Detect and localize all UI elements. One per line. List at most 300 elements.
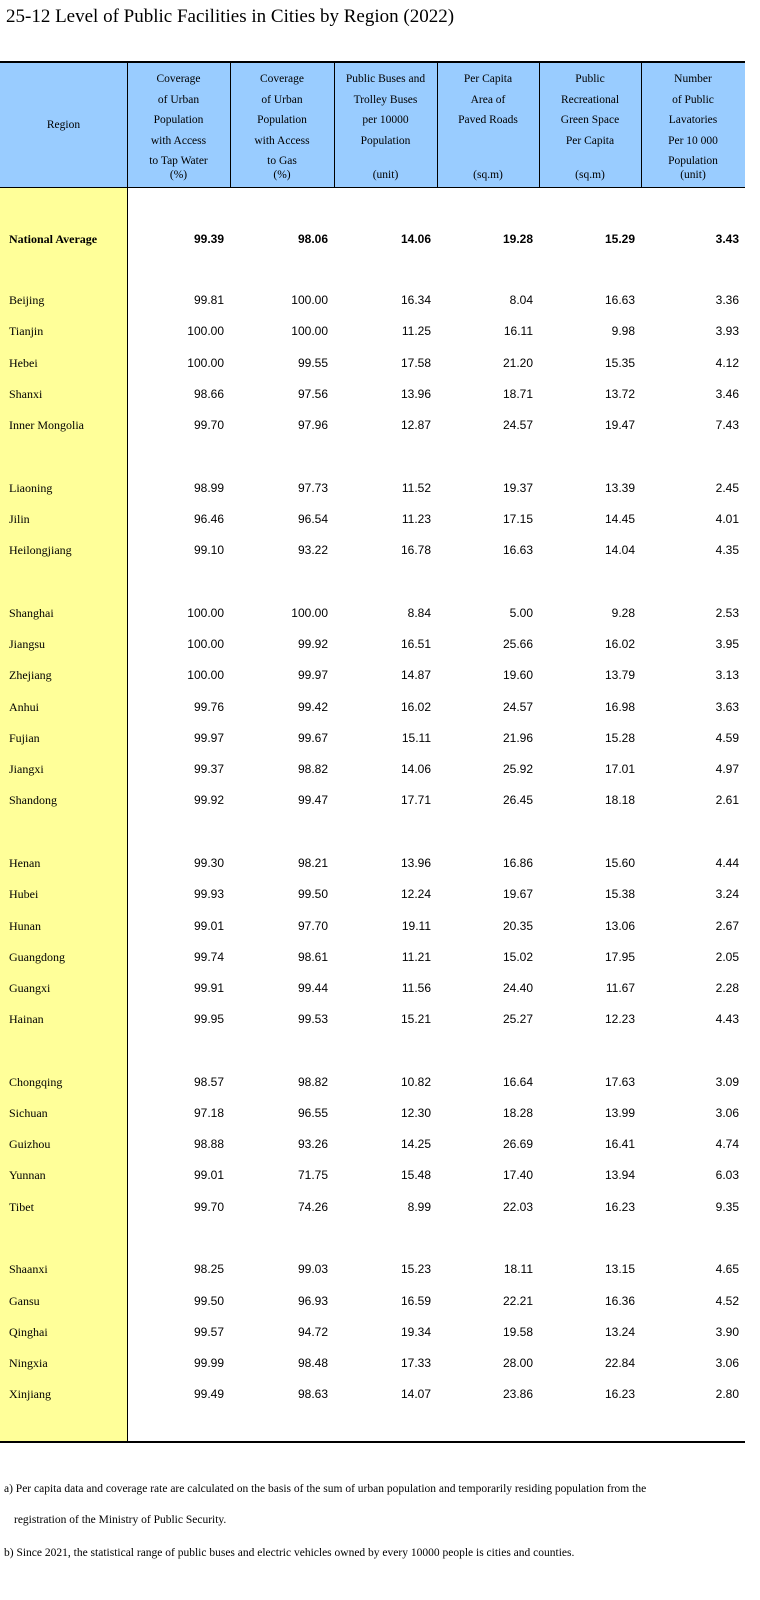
table-row [0, 1259, 745, 1279]
cell-value: 99.49 [193, 1387, 224, 1401]
cell-value: 96.93 [297, 1294, 328, 1308]
cell-value: 97.70 [297, 919, 328, 933]
cell-value: 7.43 [715, 418, 739, 432]
table-row [0, 1197, 745, 1217]
cell-value: 99.97 [297, 668, 328, 682]
cell-value: 16.02 [400, 700, 431, 714]
cell-value: 3.06 [715, 1356, 739, 1370]
cell-value: 14.25 [400, 1137, 431, 1151]
cell-value: 17.71 [400, 793, 431, 807]
cell-value: 98.06 [297, 232, 328, 246]
cell-value: 17.95 [604, 950, 635, 964]
cell-value: 16.63 [604, 293, 635, 307]
cell-value: 2.28 [715, 981, 739, 995]
header-col-1 [127, 63, 230, 187]
cell-value: 13.96 [400, 856, 431, 870]
header-col-4 [437, 63, 539, 187]
cell-value: 16.78 [400, 543, 431, 557]
region-name: Jiangsu [9, 637, 45, 651]
cell-value: 2.80 [715, 1387, 739, 1401]
cell-value: 100.00 [187, 324, 224, 338]
cell-value: 97.18 [193, 1106, 224, 1120]
cell-value: 96.55 [297, 1106, 328, 1120]
region-name: Fujian [9, 731, 40, 745]
header-line: of Urban [157, 93, 200, 106]
cell-value: 15.02 [502, 950, 533, 964]
cell-value: 74.26 [297, 1200, 328, 1214]
cell-value: 99.37 [193, 762, 224, 776]
table-row [0, 665, 745, 685]
header-line: Number [674, 73, 712, 85]
cell-value: 99.39 [193, 232, 224, 246]
cell-value: 14.45 [604, 512, 635, 526]
header-line: to Tap Water [149, 155, 208, 167]
cell-value: 99.01 [193, 1168, 224, 1182]
cell-value: 99.93 [193, 887, 224, 901]
cell-value: 13.94 [604, 1168, 635, 1182]
cell-value: 3.09 [715, 1075, 739, 1089]
table-row [0, 509, 745, 529]
cell-value: 100.00 [291, 293, 328, 307]
cell-value: 4.35 [715, 543, 739, 557]
header-line: with Access [150, 134, 207, 147]
cell-value: 8.84 [407, 606, 431, 620]
cell-value: 8.99 [407, 1200, 431, 1214]
cell-value: 13.72 [604, 387, 635, 401]
header-line: Population [668, 155, 718, 167]
header-unit: (%) [169, 168, 188, 181]
cell-value: 99.53 [297, 1012, 328, 1026]
cell-value: 3.36 [715, 293, 739, 307]
header-line: Recreational [560, 93, 620, 106]
table-row [0, 759, 745, 779]
cell-value: 24.40 [502, 981, 533, 995]
header-unit: (unit) [680, 168, 706, 181]
header-line: Paved Roads [458, 114, 518, 126]
note-b: b) Since 2021, the statistical range of public buses and electric vehicles owned by every 10000 people is cities and counties. [4, 1547, 575, 1559]
cell-value: 16.34 [400, 293, 431, 307]
table-row [0, 853, 745, 873]
cell-value: 14.06 [400, 762, 431, 776]
cell-value: 4.65 [715, 1262, 739, 1276]
cell-value: 100.00 [291, 606, 328, 620]
table-row [0, 728, 745, 748]
cell-value: 96.54 [297, 512, 328, 526]
cell-value: 13.15 [604, 1262, 635, 1276]
region-name: Gansu [9, 1294, 40, 1308]
table-row [0, 1072, 745, 1092]
cell-value: 19.37 [502, 481, 533, 495]
cell-value: 10.82 [400, 1075, 431, 1089]
table-row [0, 1134, 745, 1154]
region-column-band [0, 188, 127, 1441]
column-divider [334, 63, 335, 187]
cell-value: 2.05 [715, 950, 739, 964]
cell-value: 100.00 [187, 668, 224, 682]
table-row [0, 1103, 745, 1123]
cell-value: 3.13 [715, 668, 739, 682]
cell-value: 99.55 [297, 356, 328, 370]
cell-value: 4.59 [715, 731, 739, 745]
cell-value: 11.52 [401, 481, 431, 495]
cell-value: 98.82 [297, 1075, 328, 1089]
cell-value: 13.79 [604, 668, 635, 682]
cell-value: 17.15 [502, 512, 533, 526]
header-unit: (sq.m) [575, 168, 605, 181]
region-name: Qinghai [9, 1325, 48, 1339]
cell-value: 13.06 [604, 919, 635, 933]
cell-value: 4.12 [715, 356, 739, 370]
cell-value: 2.45 [715, 481, 739, 495]
cell-value: 22.21 [502, 1294, 533, 1308]
region-name: Shandong [9, 793, 57, 807]
header-line: Coverage [259, 73, 305, 85]
cell-value: 16.64 [502, 1075, 533, 1089]
region-name: Tibet [9, 1200, 34, 1214]
cell-value: 15.38 [604, 887, 635, 901]
cell-value: 11.23 [401, 512, 431, 526]
cell-value: 99.70 [193, 418, 224, 432]
region-name: National Average [9, 232, 98, 246]
cell-value: 18.71 [502, 387, 533, 401]
cell-value: 19.47 [604, 418, 635, 432]
header-line: Coverage [156, 73, 201, 85]
cell-value: 22.03 [502, 1200, 533, 1214]
cell-value: 12.24 [400, 887, 431, 901]
cell-value: 18.18 [604, 793, 635, 807]
header-line: of Public [672, 93, 714, 106]
cell-value: 99.76 [193, 700, 224, 714]
region-name: Yunnan [9, 1168, 46, 1182]
region-name: Anhui [9, 700, 39, 714]
cell-value: 3.93 [715, 324, 739, 338]
cell-value: 11.56 [401, 981, 431, 995]
cell-value: 16.02 [604, 637, 635, 651]
cell-value: 26.45 [502, 793, 533, 807]
cell-value: 2.53 [715, 606, 739, 620]
table-row [0, 790, 745, 810]
region-name: Guizhou [9, 1137, 51, 1151]
region-name: Hainan [9, 1012, 44, 1026]
table-row [0, 1322, 745, 1342]
cell-value: 99.74 [193, 950, 224, 964]
column-divider [127, 63, 128, 1441]
table-row [0, 229, 745, 249]
cell-value: 16.59 [400, 1294, 431, 1308]
cell-value: 20.35 [502, 919, 533, 933]
table-row [0, 978, 745, 998]
region-name: Tianjin [9, 324, 44, 338]
region-name: Hubei [9, 887, 39, 901]
cell-value: 16.23 [604, 1387, 635, 1401]
table-row [0, 1384, 745, 1404]
header-line: of Urban [261, 93, 303, 106]
cell-value: 4.01 [715, 512, 739, 526]
cell-value: 16.23 [604, 1200, 635, 1214]
table-row [0, 1009, 745, 1029]
cell-value: 16.11 [503, 324, 533, 338]
table-row [0, 415, 745, 435]
cell-value: 16.51 [400, 637, 431, 651]
table-row [0, 1353, 745, 1373]
cell-value: 19.28 [502, 232, 533, 246]
region-name: Sichuan [9, 1106, 48, 1120]
header-line: Population [360, 134, 411, 147]
region-name: Jilin [9, 512, 30, 526]
cell-value: 99.50 [193, 1294, 224, 1308]
header-region: Region [46, 119, 81, 131]
cell-value: 98.25 [193, 1262, 224, 1276]
cell-value: 11.25 [401, 324, 431, 338]
cell-value: 97.56 [297, 387, 328, 401]
cell-value: 9.28 [611, 606, 635, 620]
header-line: Trolley Buses [353, 93, 418, 106]
cell-value: 99.92 [297, 637, 328, 651]
cell-value: 22.84 [604, 1356, 635, 1370]
table-row [0, 884, 745, 904]
cell-value: 15.23 [400, 1262, 431, 1276]
cell-value: 71.75 [297, 1168, 328, 1182]
region-name: Chongqing [9, 1075, 63, 1089]
cell-value: 98.48 [297, 1356, 328, 1370]
cell-value: 99.57 [193, 1325, 224, 1339]
header-line: Per 10 000 [668, 134, 718, 147]
cell-value: 19.58 [502, 1325, 533, 1339]
cell-value: 6.03 [715, 1168, 739, 1182]
cell-value: 26.69 [502, 1137, 533, 1151]
cell-value: 19.60 [502, 668, 533, 682]
cell-value: 13.39 [604, 481, 635, 495]
cell-value: 18.11 [503, 1262, 533, 1276]
column-divider [437, 63, 438, 187]
cell-value: 99.67 [297, 731, 328, 745]
header-col-5 [539, 63, 641, 187]
cell-value: 4.44 [715, 856, 739, 870]
cell-value: 98.21 [297, 856, 328, 870]
header-line: Green Space [560, 114, 620, 126]
cell-value: 99.44 [297, 981, 328, 995]
cell-value: 11.67 [605, 981, 635, 995]
cell-value: 25.66 [502, 637, 533, 651]
cell-value: 5.00 [509, 606, 533, 620]
region-name: Shaanxi [9, 1262, 48, 1276]
page-title: 25-12 Level of Public Facilities in Cities by Region (2022) [6, 6, 455, 27]
cell-value: 14.87 [400, 668, 431, 682]
cell-value: 3.90 [715, 1325, 739, 1339]
cell-value: 21.96 [502, 731, 533, 745]
cell-value: 12.23 [604, 1012, 635, 1026]
region-name: Hebei [9, 356, 38, 370]
cell-value: 11.21 [401, 950, 431, 964]
cell-value: 14.07 [400, 1387, 431, 1401]
column-divider [539, 63, 540, 187]
region-name: Ningxia [9, 1356, 48, 1370]
cell-value: 9.98 [611, 324, 635, 338]
header-unit: (%) [273, 168, 291, 181]
header-col-2 [230, 63, 334, 187]
cell-value: 97.96 [297, 418, 328, 432]
table-row [0, 1291, 745, 1311]
cell-value: 24.57 [502, 418, 533, 432]
header-line: Public Buses and [345, 73, 426, 85]
header-line: Population [257, 114, 307, 126]
header-line: with Access [254, 134, 310, 147]
cell-value: 98.88 [193, 1137, 224, 1151]
cell-value: 14.06 [400, 232, 431, 246]
cell-value: 17.63 [604, 1075, 635, 1089]
region-name: Shanxi [9, 387, 43, 401]
header-unit: (sq.m) [473, 168, 503, 181]
cell-value: 12.87 [400, 418, 431, 432]
header-line: per 10000 [362, 114, 409, 126]
header-col-6 [641, 63, 745, 187]
cell-value: 15.28 [604, 731, 635, 745]
cell-value: 16.98 [604, 700, 635, 714]
cell-value: 3.63 [715, 700, 739, 714]
region-name: Guangdong [9, 950, 65, 964]
cell-value: 17.40 [502, 1168, 533, 1182]
table-row [0, 947, 745, 967]
cell-value: 25.27 [502, 1012, 533, 1026]
cell-value: 12.30 [400, 1106, 431, 1120]
cell-value: 17.01 [604, 762, 635, 776]
cell-value: 28.00 [502, 1356, 533, 1370]
region-name: Hunan [9, 919, 41, 933]
cell-value: 3.24 [715, 887, 739, 901]
cell-value: 99.47 [297, 793, 328, 807]
cell-value: 14.04 [604, 543, 635, 557]
cell-value: 98.61 [297, 950, 328, 964]
note-a-line1: a) Per capita data and coverage rate are calculated on the basis of the sum of urban population and temporarily residing population from the [4, 1483, 647, 1495]
cell-value: 15.35 [604, 356, 635, 370]
cell-value: 15.11 [401, 731, 431, 745]
cell-value: 9.35 [715, 1200, 739, 1214]
cell-value: 3.46 [715, 387, 739, 401]
cell-value: 97.73 [297, 481, 328, 495]
cell-value: 16.41 [604, 1137, 635, 1151]
cell-value: 16.63 [502, 543, 533, 557]
cell-value: 99.50 [297, 887, 328, 901]
cell-value: 15.29 [604, 232, 635, 246]
cell-value: 21.20 [502, 356, 533, 370]
cell-value: 17.33 [400, 1356, 431, 1370]
cell-value: 15.21 [400, 1012, 431, 1026]
table-row [0, 634, 745, 654]
region-name: Zhejiang [9, 668, 52, 682]
cell-value: 4.74 [715, 1137, 739, 1151]
header-line: Lavatories [668, 114, 718, 126]
cell-value: 15.48 [400, 1168, 431, 1182]
header-line: Area of [470, 93, 506, 106]
cell-value: 8.04 [509, 293, 533, 307]
cell-value: 15.60 [604, 856, 635, 870]
cell-value: 99.81 [193, 293, 224, 307]
cell-value: 100.00 [187, 606, 224, 620]
cell-value: 99.95 [193, 1012, 224, 1026]
cell-value: 3.06 [715, 1106, 739, 1120]
cell-value: 100.00 [187, 637, 224, 651]
cell-value: 100.00 [291, 324, 328, 338]
region-name: Liaoning [9, 481, 53, 495]
cell-value: 13.24 [604, 1325, 635, 1339]
cell-value: 99.03 [297, 1262, 328, 1276]
region-name: Jiangxi [9, 762, 44, 776]
cell-value: 99.42 [297, 700, 328, 714]
cell-value: 19.67 [502, 887, 533, 901]
cell-value: 99.10 [193, 543, 224, 557]
region-name: Beijing [9, 293, 45, 307]
table-row [0, 1165, 745, 1185]
cell-value: 98.82 [297, 762, 328, 776]
cell-value: 99.30 [193, 856, 224, 870]
cell-value: 99.70 [193, 1200, 224, 1214]
region-name: Inner Mongolia [9, 418, 84, 432]
table-row [0, 540, 745, 560]
cell-value: 99.01 [193, 919, 224, 933]
cell-value: 2.67 [715, 919, 739, 933]
cell-value: 19.34 [400, 1325, 431, 1339]
header-unit: (unit) [372, 168, 399, 181]
cell-value: 23.86 [502, 1387, 533, 1401]
cell-value: 25.92 [502, 762, 533, 776]
region-name: Guangxi [9, 981, 51, 995]
cell-value: 4.43 [715, 1012, 739, 1026]
cell-value: 3.95 [715, 637, 739, 651]
header-line: to Gas [267, 155, 297, 167]
cell-value: 13.96 [400, 387, 431, 401]
cell-value: 96.46 [193, 512, 224, 526]
region-name: Shanghai [9, 606, 54, 620]
cell-value: 94.72 [297, 1325, 328, 1339]
table-row [0, 384, 745, 404]
header-line: Population [153, 114, 204, 126]
cell-value: 4.52 [715, 1294, 739, 1308]
cell-value: 16.36 [604, 1294, 635, 1308]
table-row [0, 478, 745, 498]
cell-value: 99.97 [193, 731, 224, 745]
cell-value: 98.66 [193, 387, 224, 401]
note-a-line2: registration of the Ministry of Public Security. [14, 1514, 227, 1526]
cell-value: 2.61 [715, 793, 739, 807]
cell-value: 99.91 [193, 981, 224, 995]
cell-value: 100.00 [187, 356, 224, 370]
cell-value: 99.92 [193, 793, 224, 807]
cell-value: 19.11 [401, 919, 431, 933]
header-col-3 [334, 63, 437, 187]
table-row [0, 697, 745, 717]
region-name: Xinjiang [9, 1387, 51, 1401]
table-row [0, 603, 745, 623]
cell-value: 17.58 [400, 356, 431, 370]
table-bottom-rule [0, 1441, 745, 1443]
cell-value: 93.22 [297, 543, 328, 557]
header-line: Per Capita [565, 134, 615, 147]
cell-value: 3.43 [715, 232, 739, 246]
cell-value: 16.86 [502, 856, 533, 870]
table-row [0, 353, 745, 373]
header-line: Per Capita [463, 73, 513, 85]
cell-value: 98.63 [297, 1387, 328, 1401]
cell-value: 24.57 [502, 700, 533, 714]
cell-value: 99.99 [193, 1356, 224, 1370]
cell-value: 98.57 [193, 1075, 224, 1089]
cell-value: 93.26 [297, 1137, 328, 1151]
table-row [0, 290, 745, 310]
cell-value: 98.99 [193, 481, 224, 495]
region-name: Heilongjiang [9, 543, 72, 557]
column-divider [641, 63, 642, 187]
region-name: Henan [9, 856, 41, 870]
